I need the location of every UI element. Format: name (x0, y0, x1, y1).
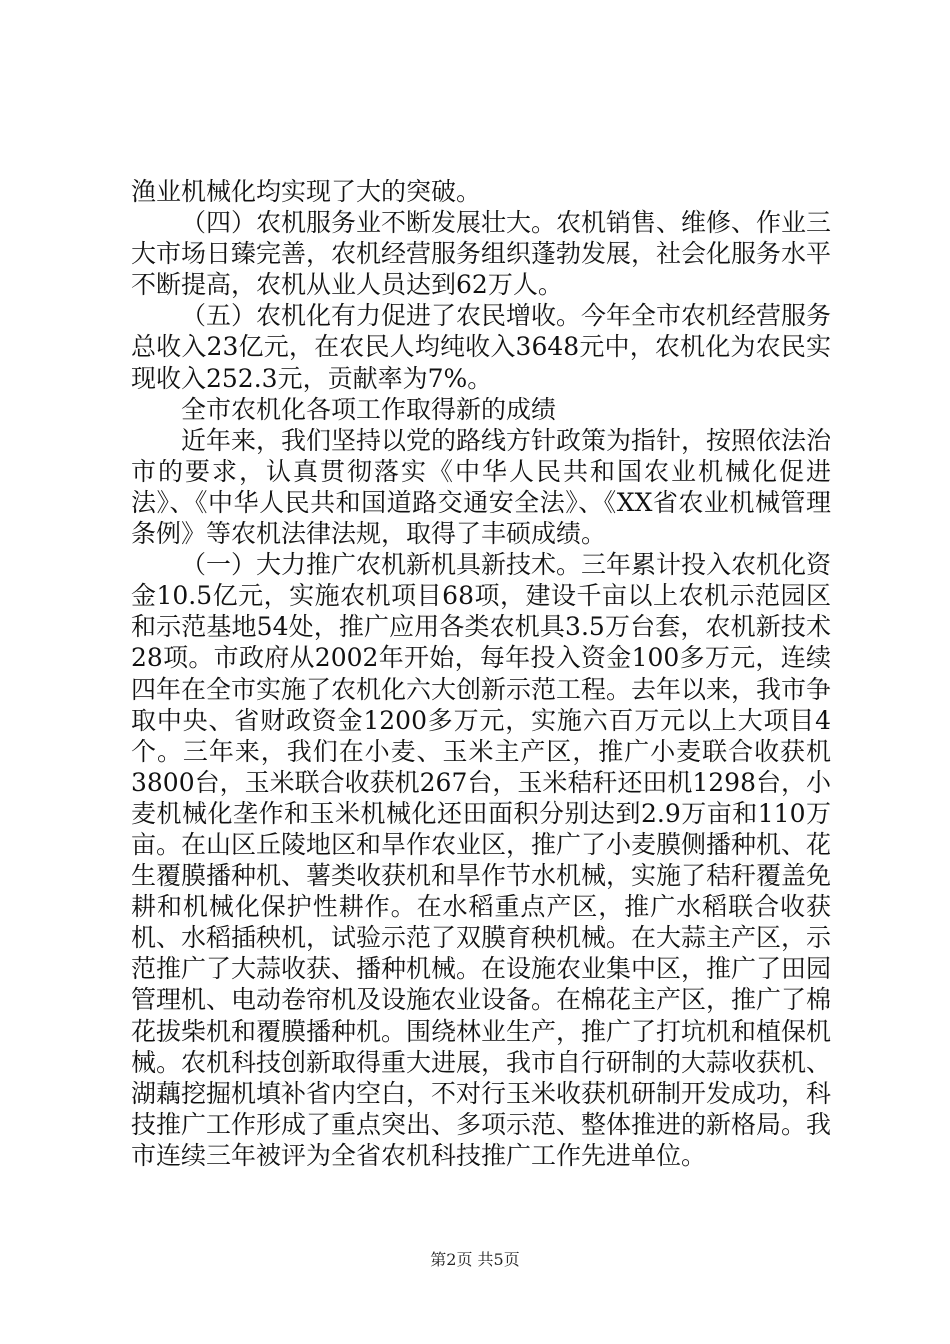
document-body (131, 176, 831, 1171)
paragraph-farmer-income: （五）农机化有力促进了农民增收。今年全市农机经营服务总收入23亿元，在农民人均纯收入3648元中，农机化为农民实现收入252.3元，贡献率为7%。 (131, 301, 832, 393)
paragraph-legal-framework: 近年来，我们坚持以党的路线方针政策为指针，按照依法治市的要求，认真贯彻落实《中华人民共和国农业机械化促进法》、《中华人民共和国道路交通安全法》、《XX省农业机械管理条例》等农机法律法规，取得了丰硕成绩。 (131, 425, 832, 549)
paragraph-continuation: 渔业机械化均实现了大的突破。 (131, 177, 482, 206)
page-footer: 第2页 共5页 (430, 1250, 520, 1269)
paragraph-new-technology: （一）大力推广农机新机具新技术。三年累计投入农机化资金10.5亿元，实施农机项目68项，建设千亩以上农机示范园区和示范基地54处，推广应用各类农机具3.5万台套，农机新技术28项。市政府从2002年开始，每年投入资金100多万元，连续四年在全市实施了农机化六大创新示范工程。去年以来，我市争取中央、省财政资金1200多万元，实施六百万元以上大项目4个。三年来，我们在小麦、玉米主产区，推广小麦联合收获机3800台，玉米联合收获机267台，玉米秸秆还田机1298台，小麦机械化垄作和玉米机械化还田面积分别达到2.9万亩和110万亩。在山区丘陵地区和旱作农业区，推广了小麦膜侧播种机、花生覆膜播种机、薯类收获机和旱作节水机械，实施了秸秆覆盖免耕和机械化保护性耕作。在水稻重点产区，推广水稻联合收获机、水稻插秧机，试验示范了双膜育秧机械。在大蒜主产区，示范推广了大蒜收获、播种机械。在设施农业集中区，推广了田园管理机、电动卷帘机及设施农业设备。在棉花主产区，推广了棉花拔柴机和覆膜播种机。围绕林业生产，推广了打坑机和植保机械。农机科技创新取得重大进展，我市自行研制的大蒜收获机、湖藕挖掘机填补省内空白，不对行玉米收获机研制开发成功，科技推广工作形成了重点突出、多项示范、整体推进的新格局。我市连续三年被评为全省农机科技推广工作先进单位。 (131, 550, 832, 1170)
paragraph-service-industry: （四）农机服务业不断发展壮大。农机销售、维修、作业三大市场日臻完善，农机经营服务组织蓬勃发展，社会化服务水平不断提高，农机从业人员达到62万人。 (131, 208, 832, 300)
section-heading: 全市农机化各项工作取得新的成绩 (181, 394, 557, 424)
